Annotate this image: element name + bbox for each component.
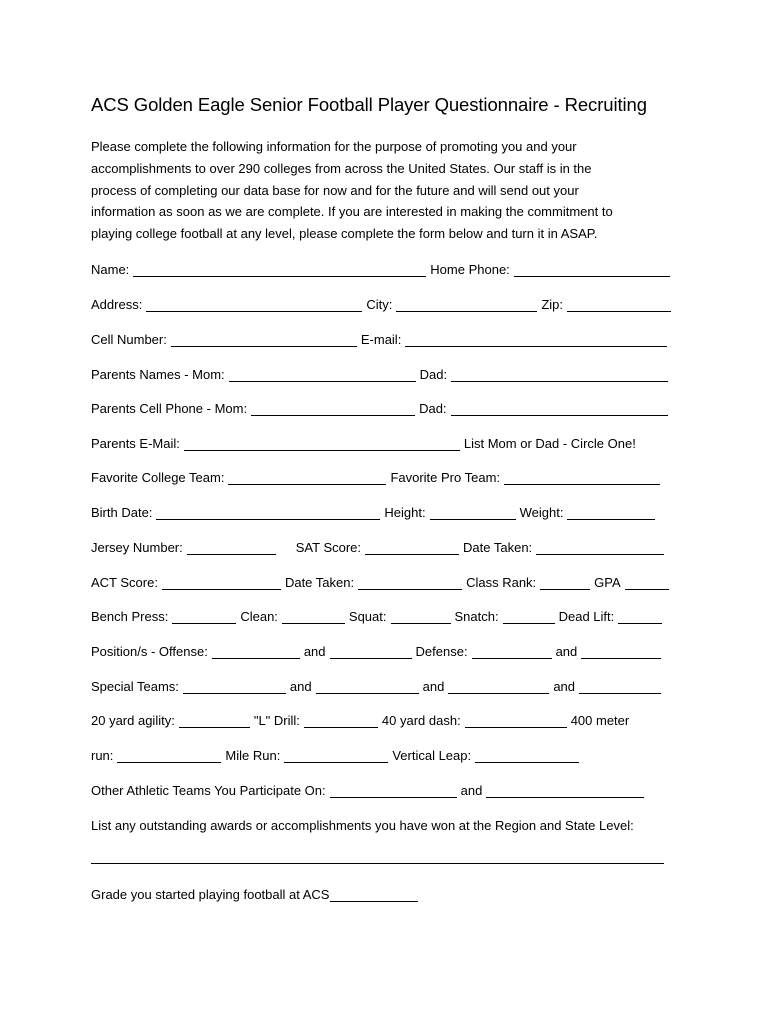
clean-label: Clean:: [240, 609, 278, 624]
l-drill-label: "L" Drill:: [253, 713, 300, 728]
intro-line: Please complete the following information for the purpose of promoting you and your: [91, 139, 577, 154]
act-score-label: ACT Score:: [91, 575, 158, 590]
row-special-teams: [91, 674, 665, 694]
favorite-college-field[interactable]: [228, 470, 386, 485]
sat-score-field[interactable]: [365, 540, 459, 555]
row-act: [91, 570, 673, 590]
dad-cell-field[interactable]: [451, 401, 668, 416]
special-teams-field-4[interactable]: [579, 679, 661, 694]
name-label: Name:: [91, 262, 130, 277]
row-address: [91, 292, 675, 312]
and-label: and: [422, 679, 445, 694]
snatch-field[interactable]: [503, 609, 555, 624]
intro-line: information as soon as we are complete. If you are interested in making the commitment to: [91, 204, 613, 220]
other-teams-field-1[interactable]: [330, 783, 457, 798]
cell-number-label: Cell Number:: [91, 332, 167, 347]
snatch-label: Snatch:: [454, 609, 499, 624]
sat-score-label: SAT Score:: [295, 540, 362, 555]
vertical-leap-field[interactable]: [475, 748, 579, 763]
and-label: and: [553, 679, 576, 694]
bench-press-field[interactable]: [172, 609, 236, 624]
intro-line: accomplishments to over 290 colleges from across the United States. Our staff is in the: [91, 160, 592, 176]
dad-cell-label: Dad:: [419, 401, 447, 416]
cell-number-field[interactable]: [171, 332, 357, 347]
address-field[interactable]: [146, 297, 362, 312]
row-awards: [91, 813, 638, 833]
vertical-leap-label: Vertical Leap:: [392, 748, 472, 763]
gpa-field[interactable]: [625, 575, 669, 590]
row-birth-date: [91, 500, 659, 520]
row-parents-email: [91, 431, 640, 451]
positions-offense-label: Position/s - Offense:: [91, 644, 208, 659]
and-label: and: [555, 644, 578, 659]
act-score-field[interactable]: [162, 575, 281, 590]
intro-paragraph: [91, 136, 681, 245]
parents-names-mom-field[interactable]: [229, 367, 416, 382]
page-title: ACS Golden Eagle Senior Football Player Questionnaire - Recruiting: [91, 94, 647, 115]
special-teams-field-3[interactable]: [448, 679, 549, 694]
weight-field[interactable]: [567, 505, 655, 520]
awards-label: List any outstanding awards or accomplishments you have won at the Region and State Level:: [91, 818, 634, 833]
dad-name-field[interactable]: [451, 367, 668, 382]
grade-started-field[interactable]: [330, 887, 418, 902]
sat-date-taken-field[interactable]: [536, 540, 664, 555]
row-favorite-teams: [91, 465, 664, 485]
mile-run-label: Mile Run:: [225, 748, 281, 763]
yard-agility-field[interactable]: [179, 713, 250, 728]
other-teams-field-2[interactable]: [486, 783, 644, 798]
favorite-college-label: Favorite College Team:: [91, 470, 225, 485]
birth-date-field[interactable]: [156, 505, 380, 520]
yard-dash-field[interactable]: [465, 713, 567, 728]
dad-label: Dad:: [419, 367, 448, 382]
circle-one-note: List Mom or Dad - Circle One!: [463, 436, 636, 451]
home-phone-label: Home Phone:: [430, 262, 510, 277]
parents-email-field[interactable]: [184, 436, 460, 451]
row-parents-cell: [91, 396, 672, 416]
mile-run-field[interactable]: [284, 748, 388, 763]
dead-lift-label: Dead Lift:: [558, 609, 615, 624]
and-label: and: [303, 644, 326, 659]
awards-field[interactable]: [91, 862, 664, 864]
parents-cell-mom-field[interactable]: [251, 401, 415, 416]
row-other-teams: [91, 778, 648, 798]
birth-date-label: Birth Date:: [91, 505, 153, 520]
city-field[interactable]: [396, 297, 537, 312]
address-label: Address:: [91, 297, 143, 312]
row-run: [91, 743, 583, 763]
offense-field-2[interactable]: [330, 644, 412, 659]
weight-label: Weight:: [519, 505, 564, 520]
yard-dash-label: 40 yard dash:: [381, 713, 461, 728]
row-jersey: [91, 535, 668, 555]
class-rank-field[interactable]: [540, 575, 590, 590]
row-name: [91, 257, 674, 277]
special-teams-field-2[interactable]: [316, 679, 419, 694]
row-cell: [91, 327, 671, 347]
meter-400-label: 400 meter: [570, 713, 630, 728]
parents-cell-mom-label: Parents Cell Phone - Mom:: [91, 401, 248, 416]
dead-lift-field[interactable]: [618, 609, 662, 624]
parents-email-label: Parents E-Mail:: [91, 436, 180, 451]
jersey-number-label: Jersey Number:: [91, 540, 183, 555]
row-lifts: [91, 604, 666, 624]
other-teams-label: Other Athletic Teams You Participate On:: [91, 783, 326, 798]
offense-field-1[interactable]: [212, 644, 300, 659]
height-label: Height:: [384, 505, 426, 520]
parents-names-mom-label: Parents Names - Mom:: [91, 367, 225, 382]
zip-field[interactable]: [567, 297, 671, 312]
date-taken-label: Date Taken:: [463, 540, 533, 555]
zip-label: Zip:: [541, 297, 563, 312]
l-drill-field[interactable]: [304, 713, 378, 728]
row-parents-names: [91, 362, 672, 382]
and-label: and: [289, 679, 312, 694]
squat-label: Squat:: [348, 609, 387, 624]
row-agility: [91, 708, 633, 728]
home-phone-field[interactable]: [514, 262, 670, 277]
defense-field-1[interactable]: [472, 644, 552, 659]
bench-press-label: Bench Press:: [91, 609, 169, 624]
gpa-label: GPA: [594, 575, 621, 590]
jersey-number-field[interactable]: [187, 540, 276, 555]
run-label: run:: [91, 748, 114, 763]
name-field[interactable]: [133, 262, 426, 277]
meter-400-field[interactable]: [117, 748, 221, 763]
favorite-pro-label: Favorite Pro Team:: [390, 470, 501, 485]
city-label: City:: [366, 297, 393, 312]
defense-field-2[interactable]: [581, 644, 661, 659]
email-field[interactable]: [405, 332, 667, 347]
intro-line: playing college football at any level, please complete the form below and turn it in ASAP.: [91, 226, 598, 242]
row-positions: [91, 639, 665, 659]
yard-agility-label: 20 yard agility:: [91, 713, 175, 728]
favorite-pro-field[interactable]: [504, 470, 660, 485]
clean-field[interactable]: [282, 609, 345, 624]
email-label: E-mail:: [360, 332, 402, 347]
and-label: and: [460, 783, 483, 798]
special-teams-label: Special Teams:: [91, 679, 179, 694]
row-grade-started: [91, 882, 422, 902]
class-rank-label: Class Rank:: [466, 575, 537, 590]
defense-label: Defense:: [415, 644, 468, 659]
act-date-taken-field[interactable]: [358, 575, 462, 590]
special-teams-field-1[interactable]: [183, 679, 286, 694]
grade-started-label: Grade you started playing football at ACS: [91, 887, 330, 902]
height-field[interactable]: [430, 505, 516, 520]
squat-field[interactable]: [391, 609, 451, 624]
intro-line: process of completing our data base for now and for the future and will send out your: [91, 182, 579, 198]
act-date-taken-label: Date Taken:: [284, 575, 355, 590]
